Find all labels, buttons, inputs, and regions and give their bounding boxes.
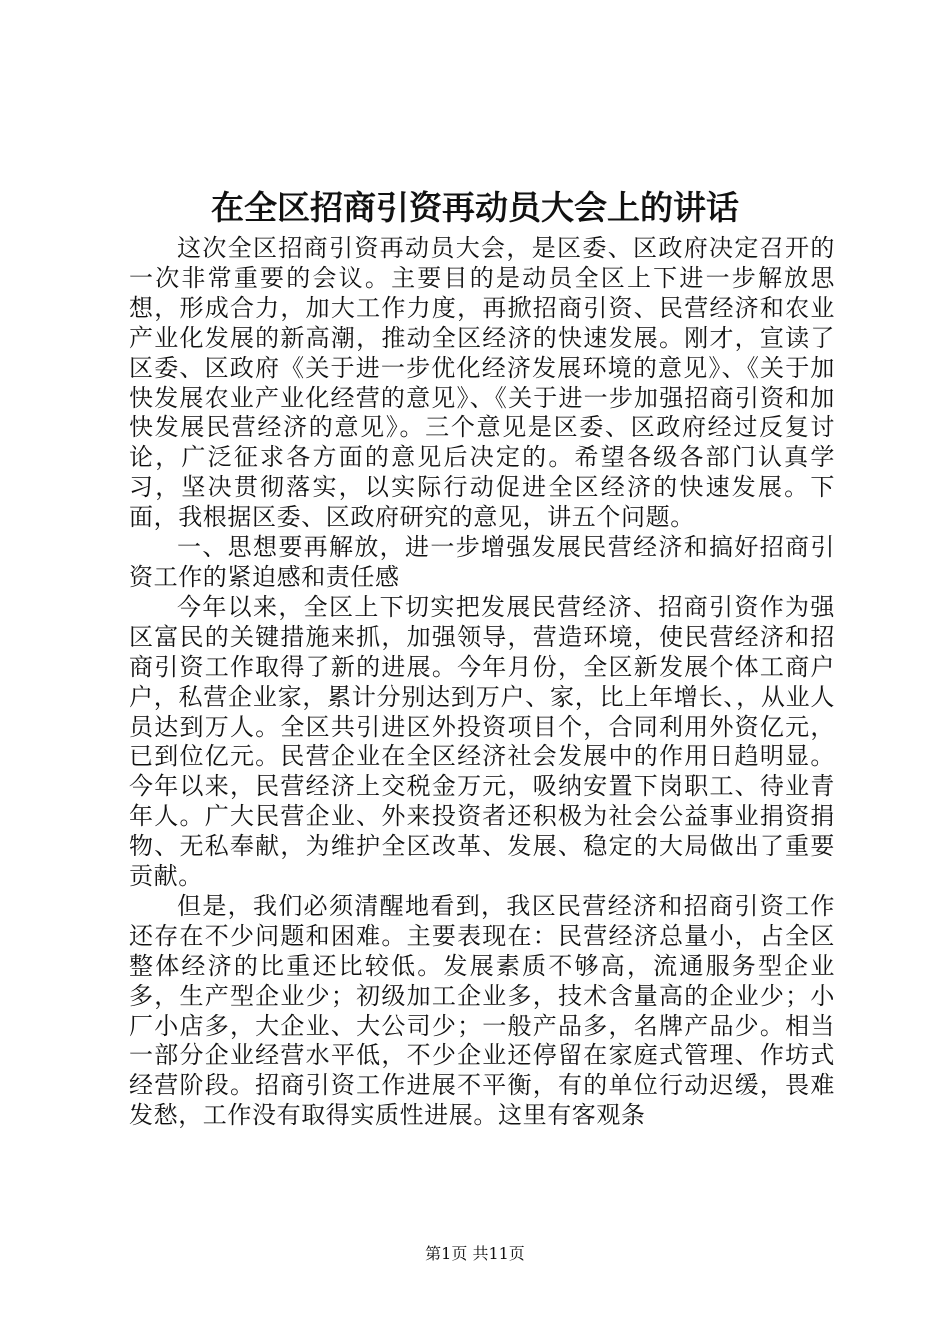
paragraph-problems: 但是，我们必须清醒地看到，我区民营经济和招商引资工作还存在不少问题和困难。主要表现在：民营经济总量小，占全区整体经济的比重还比较低。发展素质不够高，流通服务型企业多，生产型企业少；初级加工企业多，技术含量高的企业少；小厂小店多，大企业、大公司少；一般产品多，名牌产品少。相当一部分企业经营水平低，不少企业还停留在家庭式管理、作坊式经营阶段。招商引资工作进展不平衡，有的单位行动迟缓，畏难发愁，工作没有取得实质性进展。这里有客观条 <box>129 891 835 1130</box>
paragraph-intro: 这次全区招商引资再动员大会，是区委、区政府决定召开的一次非常重要的会议。主要目的是动员全区上下进一步解放思想，形成合力，加大工作力度，再掀招商引资、民营经济和农业产业化发展的新高潮，推动全区经济的快速发展。刚才，宣读了区委、区政府《关于进一步优化经济发展环境的意见》、《关于加快发展农业产业化经营的意见》、《关于进一步加强招商引资和加快发展民营经济的意见》。三个意见是区委、区政府经过反复讨论，广泛征求各方面的意见后决定的。希望各级各部门认真学习，坚决贯彻落实，以实际行动促进全区经济的快速发展。下面，我根据区委、区政府研究的意见，讲五个问题。 <box>129 234 835 532</box>
paragraph-progress: 今年以来，全区上下切实把发展民营经济、招商引资作为强区富民的关键措施来抓，加强领导，营造环境，使民营经济和招商引资工作取得了新的进展。今年月份，全区新发展个体工商户户，私营企业家，累计分别达到万户、家，比上年增长、，从业人员达到万人。全区共引进区外投资项目个，合同利用外资亿元，已到位亿元。民营企业在全区经济社会发展中的作用日趋明显。今年以来，民营经济上交税金万元，吸纳安置下岗职工、待业青年人。广大民营企业、外来投资者还积极为社会公益事业捐资捐物、无私奉献，为维护全区改革、发展、稳定的大局做出了重要贡献。 <box>129 592 835 891</box>
document-body <box>129 234 835 1131</box>
document-title: 在全区招商引资再动员大会上的讲话 <box>211 188 739 227</box>
paragraph-section-heading: 一、思想要再解放，进一步增强发展民营经济和搞好招商引资工作的紧迫感和责任感 <box>129 533 835 591</box>
page-number-footer: 第1页 共11页 <box>425 1244 525 1263</box>
